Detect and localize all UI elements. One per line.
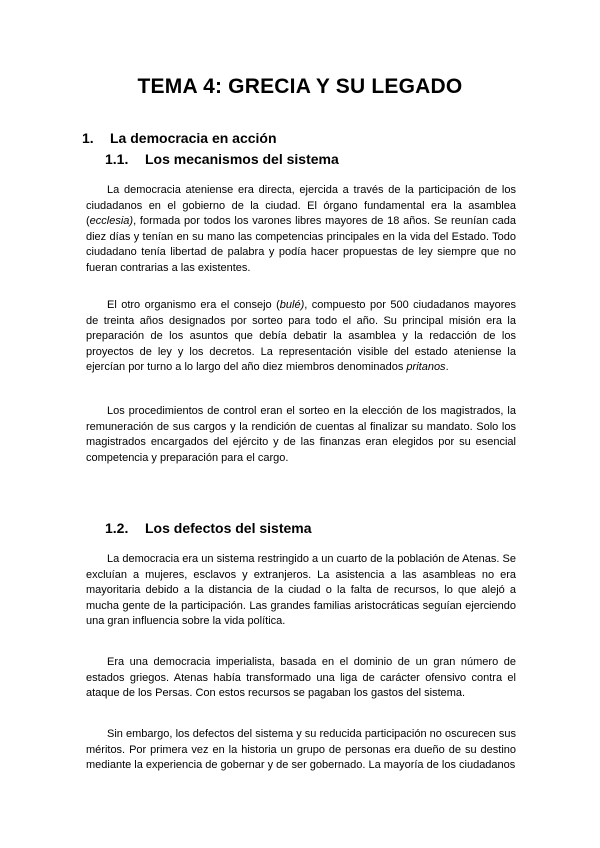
subsection-title: Los defectos del sistema xyxy=(145,520,312,536)
term-pritanos: pritanos xyxy=(406,361,446,373)
subsection-number: 1.2. xyxy=(105,520,129,536)
subsection-number: 1.1. xyxy=(105,151,129,167)
subsection-title: Los mecanismos del sistema xyxy=(145,151,339,167)
section-number: 1. xyxy=(82,130,94,146)
term-bule: bulé) xyxy=(279,299,305,311)
subsection-heading-1-1 xyxy=(105,151,339,167)
paragraph-consejo: El otro organismo era el consejo (bulé), compuesto por 500 ciudadanos mayores de treinta años designados por sorteo para todo el año. Su principal misión era la preparación de los asuntos que debía debatir la asamblea y la redacción de los proyectos de ley y los decretos. La representación visible del estado ateniense la ejercían por turno a lo largo del año diez miembros denominados pritanos. xyxy=(86,299,517,373)
section-title: La democracia en acción xyxy=(110,130,277,146)
document-title: TEMA 4: GRECIA Y SU LEGADO xyxy=(137,75,463,98)
paragraph-meritos: Sin embargo, los defectos del sistema y su reducida participación no oscurecen sus méritos. Por primera vez en la historia un grupo de personas era dueño de su destino mediante la experiencia de gobernar y de ser gobernado. La mayoría de los ciudadanos xyxy=(86,728,516,771)
term-ecclesia: ecclesia) xyxy=(89,215,134,227)
section-heading-1 xyxy=(82,130,277,146)
paragraph-imperialista: Era una democracia imperialista, basada en el dominio de un gran número de estados griegos. Atenas había transformado una liga de carácter ofensivo contra el ataque de los Persas. Con estos recursos se pagaban los gastos del sistema. xyxy=(86,656,516,699)
subsection-heading-1-2 xyxy=(105,520,312,536)
paragraph-asamblea: La democracia ateniense era directa, ejercida a través de la participación de los ciudadanos en el gobierno de la ciudad. El órgano fundamental era la asamblea (ecclesia), formada por todos los varones libres mayores de 18 años. Se reunían cada diez días y tenían en su mano las competencias principales en la vida del Estado. Todo ciudadano tenía libertad de palabra y podía hacer propuestas de ley siempre que no fueran contrarias a las existentes. xyxy=(86,184,516,274)
paragraph-restringido: La democracia era un sistema restringido a un cuarto de la población de Atenas. Se excluían a mujeres, esclavos y extranjeros. La asistencia a las asambleas no era mayoritaria debido a la distancia de la ciudad o la falta de recursos, lo que alejó a mucha gente de la participación. Las grandes familias aristocráticas seguían ejerciendo una gran influencia sobre la vida política. xyxy=(86,553,516,627)
paragraph-control: Los procedimientos de control eran el sorteo en la elección de los magistrados, la remuneración de sus cargos y la rendición de cuentas al finalizar su mandato. Solo los magistrados encargados del ejército y de las finanzas eran elegidos por su esencial competencia y preparación para el cargo. xyxy=(86,405,516,464)
